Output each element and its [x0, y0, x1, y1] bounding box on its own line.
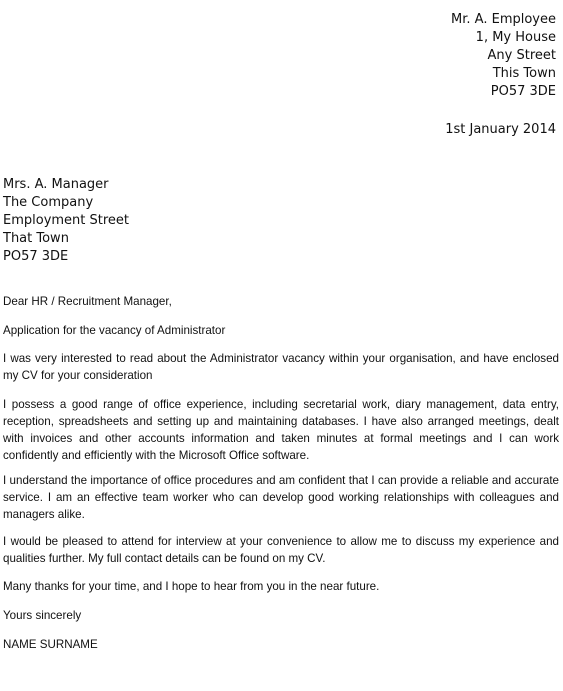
recipient-address — [3, 176, 129, 266]
sender-address-line: 1, My House — [475, 30, 556, 45]
recipient-address-line: Employment Street — [3, 213, 130, 228]
recipient-postcode: PO57 3DE — [3, 249, 69, 264]
sender-name: Mr. A. Employee — [451, 12, 556, 27]
sender-postcode: PO57 3DE — [490, 84, 556, 99]
paragraph-skills: I understand the importance of office procedures and am confident that I can provide a reliable and accurate service. I am an effective team worker who can develop good working relationships with colleagues and managers alike. — [3, 474, 559, 521]
paragraph-interview: I would be pleased to attend for interview at your convenience to allow me to discuss my experience and qualities further. My full contact details can be found on my CV. — [3, 535, 559, 565]
sender-address — [451, 11, 556, 101]
paragraph-introduction: I was very interested to read about the Administrator vacancy within your organisation, and have enclosed my CV for your consideration — [3, 352, 559, 382]
salutation: Dear HR / Recruitment Manager, — [3, 295, 172, 308]
subject-line: Application for the vacancy of Administrator — [3, 324, 226, 337]
sender-address-line: This Town — [492, 66, 556, 81]
closing: Yours sincerely — [3, 609, 82, 622]
sender-address-line: Any Street — [487, 48, 556, 63]
signature-name: NAME SURNAME — [3, 638, 98, 651]
paragraph-thanks: Many thanks for your time, and I hope to hear from you in the near future. — [3, 580, 380, 593]
recipient-company: The Company — [3, 195, 94, 210]
recipient-name: Mrs. A. Manager — [3, 177, 109, 192]
recipient-address-line: That Town — [3, 231, 69, 246]
letter-date: 1st January 2014 — [445, 122, 556, 137]
paragraph-experience: I possess a good range of office experience, including secretarial work, diary management, data entry, reception, spreadsheets and setting up and maintaining databases. I have also arranged meetings, dealt with invoices and other accounts information and taken minutes at formal meetings and I can work confidently and efficiently with the Microsoft Office software. — [3, 398, 559, 462]
